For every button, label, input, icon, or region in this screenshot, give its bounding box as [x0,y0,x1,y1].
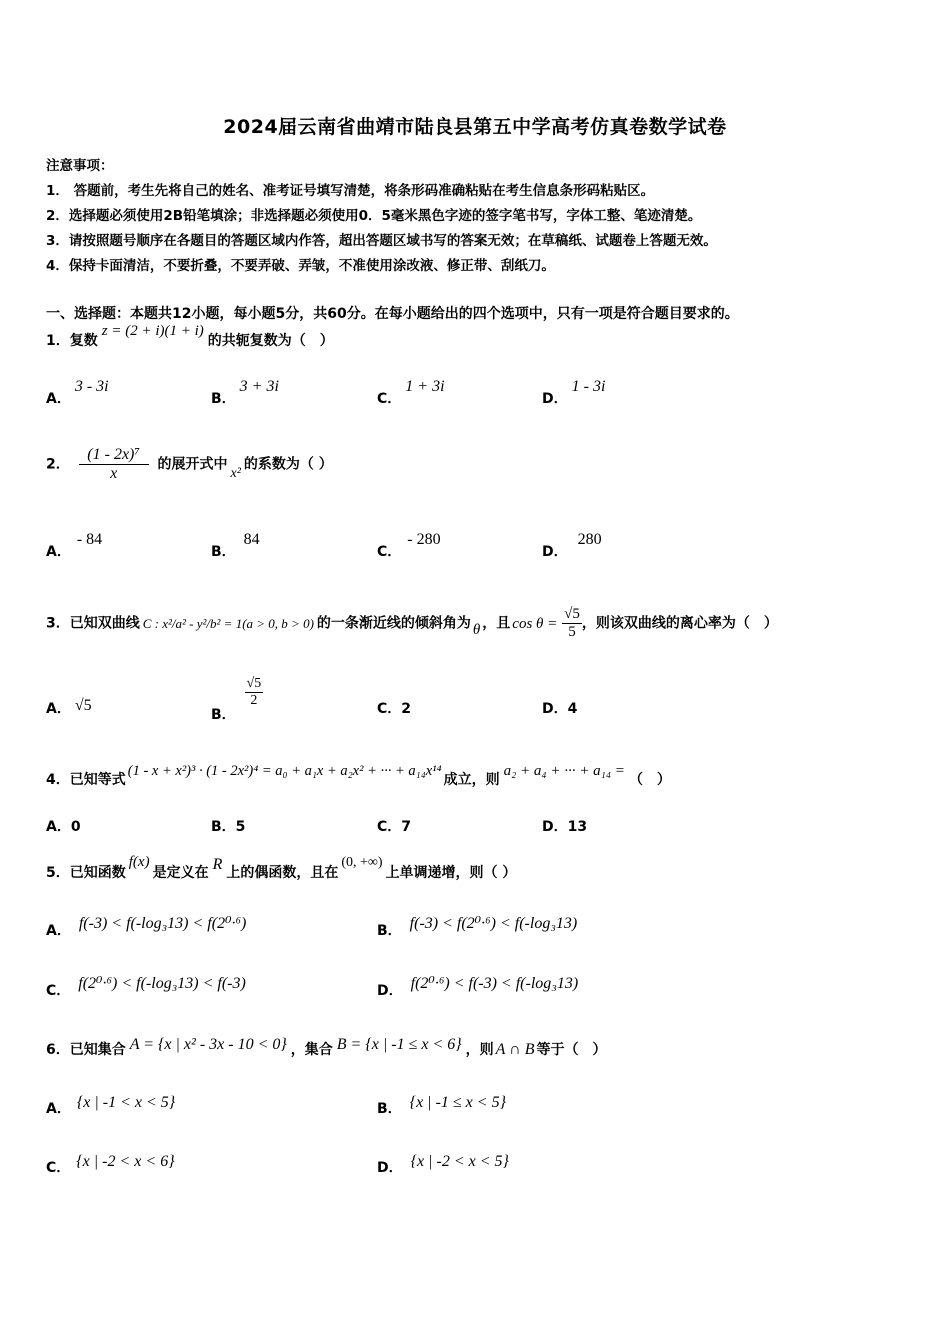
q6-pre: 6．已知集合 [46,1042,126,1058]
q6-mid1: ，集合 [290,1042,333,1058]
q3-cos-fraction: $\frac{√5}{5}$ [564,606,580,640]
q5-R: R [212,856,223,873]
q4-sum: a₂ + a₄ + ··· + a₁₄ = [503,763,625,779]
q4-pre: 4．已知等式 [46,772,126,788]
q5-interval: (0, +∞) [341,855,383,870]
notes-heading: 注意事项： [46,158,114,174]
section-heading: 一、选择题：本题共12小题，每小题5分，共60分。在每小题给出的四个选项中，只有一项是符合题目要求的。 [46,306,739,322]
q2-pre: 2． [46,456,70,473]
q1-option-a[interactable]: A．3 - 3i [46,378,109,407]
q1-expr: z = (2 + i)(1 + i) [101,323,204,339]
q3-option-d[interactable]: D．4 [542,701,578,717]
q3-theta: θ [472,621,481,638]
q4-expr: (1 - x + x²)³ · (1 - 2x²)⁴ = a₀ + a₁x + a₂x² + ··· + a₁₄x¹⁴ [127,763,442,779]
q3-option-c[interactable]: C．2 [377,701,412,717]
q5-option-a[interactable]: A． f(-3) < f(-log₃13) < f(2⁰·⁶) [46,915,247,939]
q3-cos: cos θ = [512,615,558,632]
q1-option-c[interactable]: C．1 + 3i [377,378,445,407]
q3-option-a[interactable]: A． √5 [46,697,92,717]
q2-fraction: $\frac{\text{(1 - 2x)⁷}}{x}$ [79,446,149,483]
q6-intersection: A ∩ B [495,1041,535,1058]
q6-option-d[interactable]: D． {x | -2 < x < 5} [377,1153,509,1176]
q3-mid2: ，且 [482,615,511,632]
note-item: 2．选择题必须使用2B铅笔填涂；非选择题必须使用0．5毫米黑色字迹的签字笔书写，字体工整、笔迹清楚。 [46,208,702,224]
q3-pre: 3．已知双曲线 [46,615,140,632]
q3-option-b[interactable]: B． $\frac{√5}{2}$ [211,676,262,723]
q4-mid: 成立，则 [443,772,500,788]
q1-option-b[interactable]: B．3 + 3i [211,378,279,407]
q2-option-b[interactable]: B．84 [211,531,260,560]
q6-mid2: ，则 [465,1042,494,1058]
question-4 [46,763,671,789]
q1-post: 的共轭复数为（ ） [207,333,334,349]
page-title: 2024届云南省曲靖市陆良县第五中学高考仿真卷数学试卷 [223,116,727,138]
q3-mid1: 的一条渐近线的倾斜角为 [316,615,471,632]
q5-mid1: 是定义在 [152,865,209,881]
q4-option-b[interactable]: B．5 [211,819,246,835]
question-1 [46,323,334,350]
q5-option-b[interactable]: B． f(-3) < f(2⁰·⁶) < f(-log₃13) [377,915,578,939]
q2-post: 的系数为（ ） [243,456,333,473]
q5-f: f(x) [128,854,150,870]
q3-curve: C : x²/a² - y²/b² = 1(a > 0, b > 0) [142,615,314,631]
question-2 [46,446,333,483]
q2-option-d[interactable]: D．280 [542,531,602,560]
note-item: 4．保持卡面清洁，不要折叠，不要弄破、弄皱，不准使用涂改液、修正带、刮纸刀。 [46,258,555,274]
q2-option-c[interactable]: C．- 280 [377,531,441,560]
q4-option-c[interactable]: C．7 [377,819,412,835]
q4-option-a[interactable]: A．0 [46,819,81,835]
q5-post: 上单调递增，则（ ） [385,865,517,881]
question-6 [46,1036,607,1059]
q6-post: 等于（ ） [536,1042,607,1058]
q6-option-b[interactable]: B． {x | -1 ≤ x < 5} [377,1094,506,1117]
q5-mid2: 上的偶函数，且在 [226,865,339,881]
q4-post: （ ） [628,772,671,788]
q5-option-d[interactable]: D． f(2⁰·⁶) < f(-3) < f(-log₃13) [377,975,579,999]
q2-mid: 的展开式中 [157,456,228,473]
q4-option-d[interactable]: D．13 [542,819,588,835]
q6-set-a: A = {x | x² - 3x - 10 < 0} [129,1036,287,1053]
q6-option-c[interactable]: C． {x | -2 < x < 6} [46,1153,175,1176]
q3-post: ，则该双曲线的离心率为（ ） [581,615,778,632]
q6-option-a[interactable]: A． {x | -1 < x < 5} [46,1094,176,1117]
note-item: 3．请按照题号顺序在各题目的答题区域内作答，超出答题区域书写的答案无效；在草稿纸、试题卷上答题无效。 [46,233,717,249]
q2-term: x² [230,465,241,481]
question-5 [46,854,517,882]
q5-option-c[interactable]: C． f(2⁰·⁶) < f(-log₃13) < f(-3) [46,975,246,999]
q2-option-a[interactable]: A．- 84 [46,531,103,560]
q6-set-b: B = {x | -1 ≤ x < 6} [336,1036,462,1053]
q1-option-d[interactable]: D．1 - 3i [542,378,606,407]
q1-pre: 1．复数 [46,333,98,349]
note-item: 1． 答题前，考生先将自己的姓名、准考证号填写清楚，将条形码准确粘贴在考生信息条形码粘贴区。 [46,183,655,199]
question-3 [46,606,778,641]
q5-pre: 5．已知函数 [46,865,126,881]
